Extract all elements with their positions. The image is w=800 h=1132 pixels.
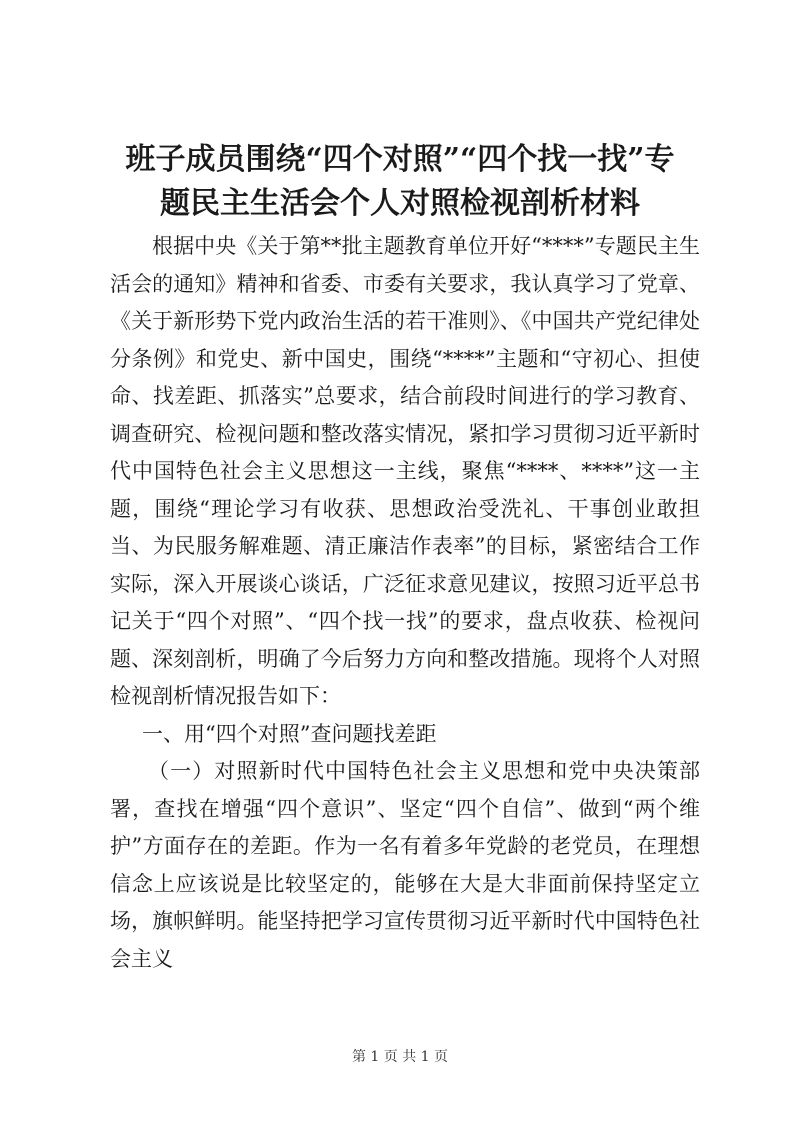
subsection-paragraph: （一）对照新时代中国特色社会主义思想和党中央决策部署，查找在增强“四个意识”、坚定“四个自信”、做到“两个维护”方面存在的差距。作为一名有着多年党龄的老党员，在理想信念上应该说是比较坚定的，能够在大是大非面前保持坚定立场，旗帜鲜明。能坚持把学习宣传贯彻习近平新时代中国特色社会主义 (110, 759, 700, 971)
title-line-1: 班子成员围绕“四个对照”“四个找一找”专 (125, 142, 675, 177)
document-title (100, 138, 700, 226)
section-heading: 一、用“四个对照”查问题找差距 (142, 721, 437, 746)
document-body (110, 228, 700, 978)
title-line-2: 题民主生活会个人对照检视剖析材料 (160, 186, 640, 221)
page-footer: 第 1 页 共 1 页 (351, 1049, 449, 1065)
intro-paragraph: 根据中央《关于第**批主题教育单位开好“****”专题民主生活会的通知》精神和省委、市委有关要求，我认真学习了党章、《关于新形势下党内政治生活的若干准则》、《中国共产党纪律处分条例》和党史、新中国史，围绕“****”主题和“守初心、担使命、找差距、抓落实”总要求，结合前段时间进行的学习教育、调查研究、检视问题和整改落实情况，紧扣学习贯彻习近平新时代中国特色社会主义思想这一主线，聚焦“****、****”这一主题，围绕“理论学习有收获、思想政治受洗礼、干事创业敢担当、为民服务解难题、清正廉洁作表率”的目标，紧密结合工作实际，深入开展谈心谈话，广泛征求意见建议，按照习近平总书记关于“四个对照”、“四个找一找”的要求，盘点收获、检视问题、深刻剖析，明确了今后努力方向和整改措施。现将个人对照检视剖析情况报告如下： (110, 234, 700, 708)
